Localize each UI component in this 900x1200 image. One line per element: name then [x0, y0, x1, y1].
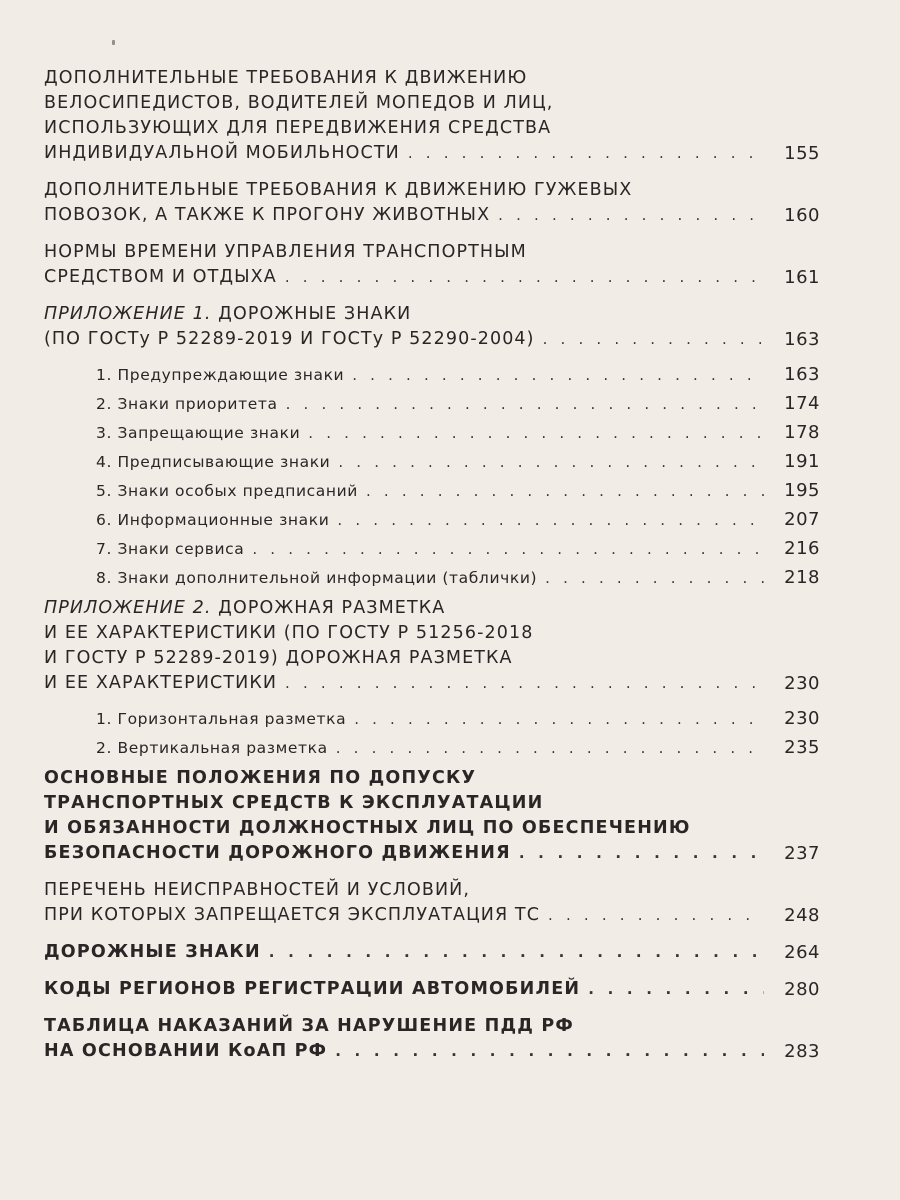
toc-line [44, 91, 553, 116]
toc-line-text: ПЕРЕЧЕНЬ НЕИСПРАВНОСТЕЙ И УСЛОВИЙ, [44, 880, 470, 900]
appendix-label: ПРИЛОЖЕНИЕ 2. [44, 598, 212, 618]
toc-line [44, 646, 513, 671]
table-of-contents [44, 66, 820, 1076]
toc-line [96, 538, 764, 561]
toc-line-text: И ОБЯЗАННОСТИ ДОЛЖНОСТНЫХ ЛИЦ ПО ОБЕСПЕЧЕНИЮ [44, 818, 691, 838]
toc-subentry [96, 451, 820, 474]
toc-line [44, 903, 764, 928]
toc-line-text: 6. Информационные знаки [96, 511, 330, 529]
toc-line-text: 4. Предписывающие знаки [96, 453, 331, 471]
toc-line [44, 596, 445, 621]
toc-entry [44, 766, 820, 866]
toc-line-text: ТАБЛИЦА НАКАЗАНИЙ ЗА НАРУШЕНИЕ ПДД РФ [44, 1016, 574, 1036]
page-number: 155 [784, 143, 820, 164]
dot-leader [543, 327, 764, 352]
toc-line [44, 816, 691, 841]
page-number: 235 [784, 737, 820, 758]
dot-leader [336, 737, 764, 760]
toc-line-text: И ЕЕ ХАРАКТЕРИСТИКИ [44, 673, 278, 693]
toc-entry [44, 302, 820, 352]
dot-leader [308, 422, 764, 445]
toc-line [96, 393, 764, 416]
dot-leader [548, 903, 764, 928]
toc-line [44, 66, 527, 91]
dot-leader [285, 265, 764, 290]
toc-subentry [96, 393, 820, 416]
toc-line [44, 621, 533, 646]
toc-line [44, 841, 764, 866]
dot-leader [352, 364, 764, 387]
toc-line [96, 451, 764, 474]
toc-line-text: И ЕЕ ХАРАКТЕРИСТИКИ (ПО ГОСТУ Р 51256-2018 [44, 623, 534, 643]
toc-line-text: 2. Знаки приоритета [96, 395, 278, 413]
page-number: 174 [784, 393, 820, 414]
toc-line [44, 1039, 764, 1064]
toc-line [44, 766, 476, 791]
toc-line-text: ТРАНСПОРТНЫХ СРЕДСТВ К ЭКСПЛУАТАЦИИ [44, 793, 544, 813]
toc-line-text: 2. Вертикальная разметка [96, 739, 328, 757]
toc-line-text: НА ОСНОВАНИИ КоАП РФ [44, 1041, 328, 1061]
toc-line [44, 178, 632, 203]
page-number: 218 [784, 567, 820, 588]
toc-line-text: КОДЫ РЕГИОНОВ РЕГИСТРАЦИИ АВТОМОБИЛЕЙ [44, 979, 581, 999]
toc-line [96, 509, 764, 532]
page-number: 163 [784, 364, 820, 385]
toc-line-text: ДОРОЖНЫЕ ЗНАКИ [44, 942, 261, 962]
toc-line-text: (ПО ГОСТу Р 52289-2019 И ГОСТу Р 52290-2004) [44, 329, 535, 349]
toc-entry [44, 1014, 820, 1064]
toc-line-text: СРЕДСТВОМ И ОТДЫХА [44, 267, 277, 287]
toc-entry [44, 66, 820, 166]
toc-line [44, 302, 411, 327]
toc-line-text: ИСПОЛЬЗУЮЩИХ ДЛЯ ПЕРЕДВИЖЕНИЯ СРЕДСТВА [44, 118, 552, 138]
toc-line-text: ОСНОВНЫЕ ПОЛОЖЕНИЯ ПО ДОПУСКУ [44, 768, 477, 788]
dot-leader [337, 509, 764, 532]
toc-line [44, 141, 764, 166]
toc-line [44, 265, 764, 290]
toc-line [44, 203, 764, 228]
toc-entry [44, 940, 820, 965]
toc-line [96, 364, 764, 387]
toc-entry [44, 977, 820, 1002]
toc-subentry [96, 422, 820, 445]
appendix-label: ПРИЛОЖЕНИЕ 1. [44, 304, 212, 324]
dot-leader [408, 141, 764, 166]
toc-line-text: 7. Знаки сервиса [96, 540, 245, 558]
dot-leader [588, 977, 764, 1002]
page-number: 230 [784, 673, 820, 694]
page-number: 216 [784, 538, 820, 559]
toc-line-text: ДОРОЖНЫЕ ЗНАКИ [211, 304, 412, 324]
page-number: 178 [784, 422, 820, 443]
page-number: 160 [784, 205, 820, 226]
dot-leader [498, 203, 764, 228]
toc-line [44, 671, 764, 696]
dot-leader [286, 393, 764, 416]
toc-line-text: 8. Знаки дополнительной информации (таблички) [96, 569, 538, 587]
toc-line [44, 240, 527, 265]
dot-leader [285, 671, 764, 696]
toc-line [44, 791, 543, 816]
toc-line-text: БЕЗОПАСНОСТИ ДОРОЖНОГО ДВИЖЕНИЯ [44, 843, 511, 863]
page-number: 207 [784, 509, 820, 530]
toc-subentry [96, 538, 820, 561]
toc-subentry [96, 708, 820, 731]
toc-subentry [96, 480, 820, 503]
toc-line-text: ПОВОЗОК, А ТАКЖЕ К ПРОГОНУ ЖИВОТНЫХ [44, 205, 491, 225]
toc-line-text: ИНДИВИДУАЛЬНОЙ МОБИЛЬНОСТИ [44, 143, 400, 163]
toc-line-text: ПРИ КОТОРЫХ ЗАПРЕЩАЕТСЯ ЭКСПЛУАТАЦИЯ ТС [44, 905, 541, 925]
toc-subentry [96, 364, 820, 387]
toc-line-text: ВЕЛОСИПЕДИСТОВ, ВОДИТЕЛЕЙ МОПЕДОВ И ЛИЦ, [44, 93, 554, 113]
toc-subentry [96, 567, 820, 590]
toc-subentry [96, 737, 820, 760]
page-number: 230 [784, 708, 820, 729]
toc-entry [44, 878, 820, 928]
toc-line-text: 1. Предупреждающие знаки [96, 366, 345, 384]
toc-line-text: И ГОСТУ Р 52289-2019) ДОРОЖНАЯ РАЗМЕТКА [44, 648, 513, 668]
toc-line [96, 422, 764, 445]
toc-line-text: ДОРОЖНАЯ РАЗМЕТКА [211, 598, 446, 618]
dot-leader [354, 708, 764, 731]
page-number: 280 [784, 979, 820, 1000]
page-number: 191 [784, 451, 820, 472]
page-number: 283 [784, 1041, 820, 1062]
toc-entry [44, 240, 820, 290]
toc-line [44, 327, 764, 352]
toc-line [96, 737, 764, 760]
toc-subentry [96, 509, 820, 532]
dot-leader [545, 567, 764, 590]
toc-line-text: НОРМЫ ВРЕМЕНИ УПРАВЛЕНИЯ ТРАНСПОРТНЫМ [44, 242, 527, 262]
dot-leader [269, 940, 764, 965]
page-number: 195 [784, 480, 820, 501]
toc-line-text: 1. Горизонтальная разметка [96, 710, 347, 728]
toc-entry [44, 596, 820, 696]
toc-line [96, 567, 764, 590]
toc-line-text: ДОПОЛНИТЕЛЬНЫЕ ТРЕБОВАНИЯ К ДВИЖЕНИЮ [44, 68, 528, 88]
toc-line [44, 977, 764, 1002]
toc-line [96, 708, 764, 731]
page-number: 237 [784, 843, 820, 864]
toc-line-text: 3. Запрещающие знаки [96, 424, 301, 442]
dot-leader [366, 480, 764, 503]
page-number: 163 [784, 329, 820, 350]
page-number: 264 [784, 942, 820, 963]
toc-line [44, 878, 470, 903]
dot-leader [252, 538, 764, 561]
toc-line-text: ДОПОЛНИТЕЛЬНЫЕ ТРЕБОВАНИЯ К ДВИЖЕНИЮ ГУЖЕВЫХ [44, 180, 633, 200]
page-number: 161 [784, 267, 820, 288]
dot-leader [519, 841, 764, 866]
page-number: 248 [784, 905, 820, 926]
toc-line [44, 116, 551, 141]
dot-leader [338, 451, 764, 474]
toc-entry [44, 178, 820, 228]
toc-line-text: 5. Знаки особых предписаний [96, 482, 358, 500]
toc-line [96, 480, 764, 503]
pencil-mark [112, 40, 115, 45]
toc-line [44, 1014, 574, 1039]
dot-leader [335, 1039, 764, 1064]
toc-line [44, 940, 764, 965]
